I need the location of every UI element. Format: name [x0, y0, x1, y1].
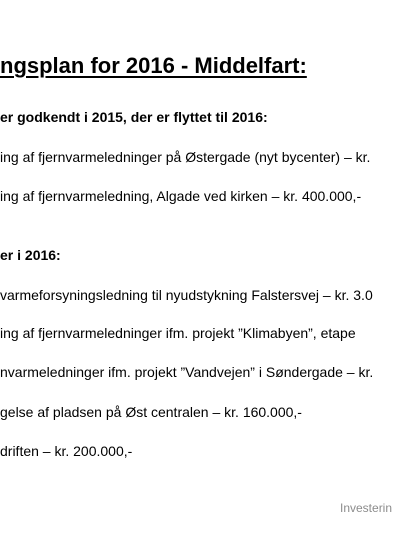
section-heading-2016: er i 2016: [0, 247, 61, 263]
list-item: driften – kr. 200.000,- [0, 443, 133, 459]
list-item: nvarmeledninger ifm. projekt ”Vandvejen” i Søndergade – kr. [0, 364, 374, 380]
list-item: ing af fjernvarmeledning, Algade ved kirken – kr. 400.000,- [0, 188, 362, 204]
list-item: ing af fjernvarmeledninger ifm. projekt ”Klimabyen”, etape [0, 325, 356, 341]
list-item: varmeforsyningsledning til nyudstykning Falstersvej – kr. 3.0 [0, 287, 373, 303]
slide-title: ngsplan for 2016 - Middelfart: [0, 53, 307, 78]
list-item: ing af fjernvarmeledninger på Østergade (nyt bycenter) – kr. [0, 149, 371, 165]
slide-footer: Investerin [340, 501, 393, 515]
list-item: gelse af pladsen på Øst centralen – kr. 160.000,- [0, 404, 302, 420]
section-heading-approved-2015: er godkendt i 2015, der er flyttet til 2016: [0, 109, 268, 125]
